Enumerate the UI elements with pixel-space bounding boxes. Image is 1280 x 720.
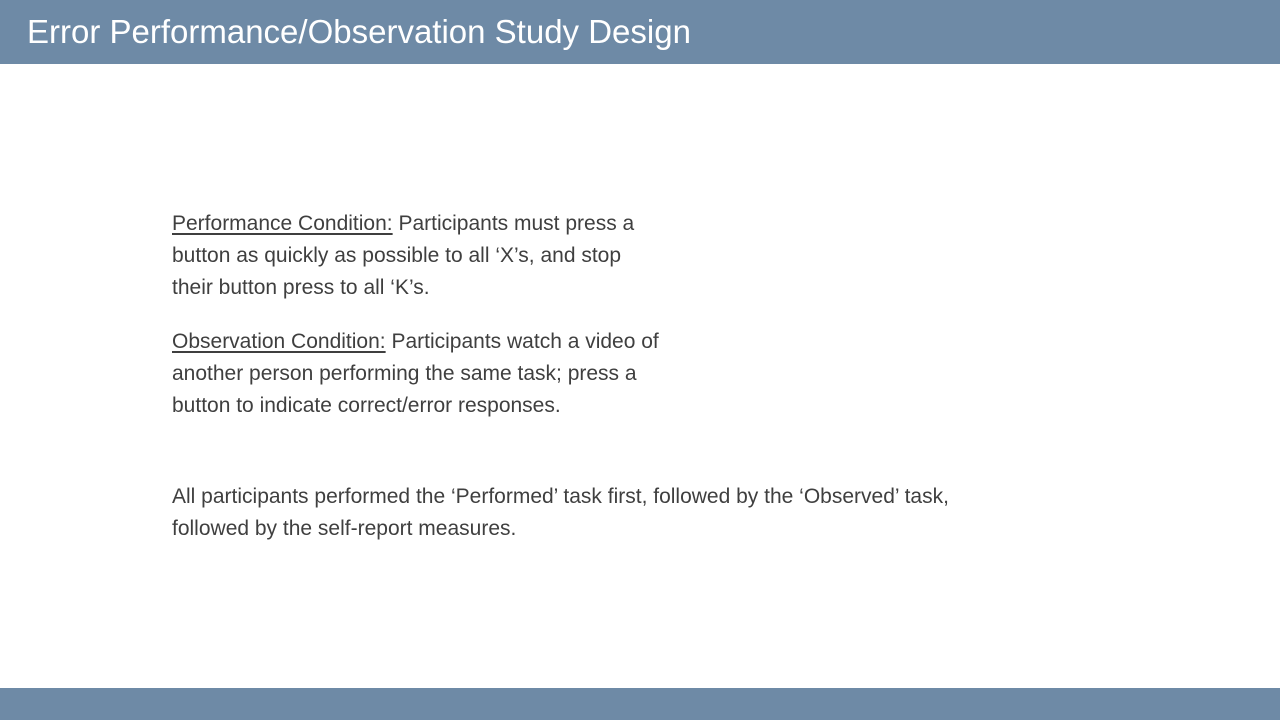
slide-title: Error Performance/Observation Study Design: [27, 13, 691, 50]
performance-condition-paragraph: [172, 208, 662, 304]
performance-condition-text: Participants must press a button as quickly as possible to all ‘X’s, and stop their button press to all ‘K’s.: [172, 212, 635, 299]
title-bar: [0, 0, 1280, 64]
observation-condition-label: Observation Condition:: [172, 330, 386, 353]
observation-condition-text: Participants watch a video of another person performing the same task; press a button to indicate correct/error responses.: [172, 330, 659, 417]
footer-bar: [0, 688, 1280, 720]
summary-paragraph: All participants performed the ‘Performed’ task first, followed by the ‘Observed’ task, followed by the self-report measures.: [172, 485, 949, 540]
performance-condition-label: Performance Condition:: [172, 212, 393, 235]
observation-condition-paragraph: [172, 326, 662, 422]
